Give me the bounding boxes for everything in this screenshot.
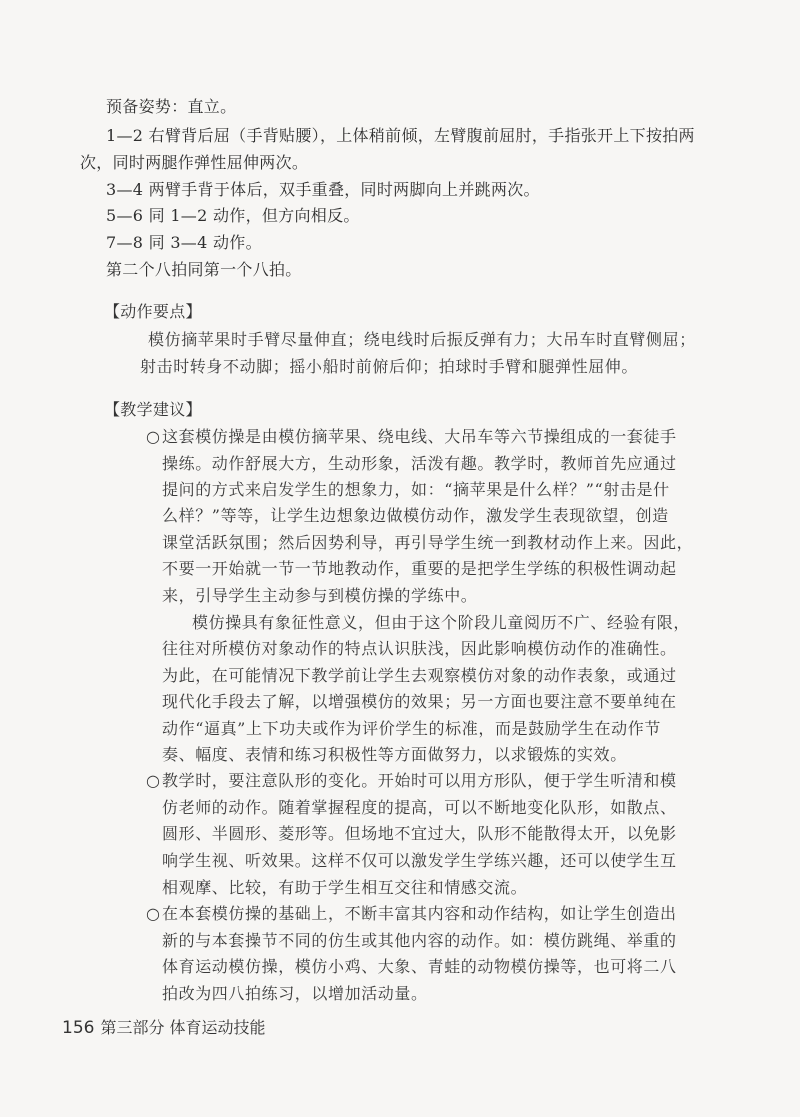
- p1-line: 提问的方式来启发学生的想象力，如：“摘苹果是什么样？”“射击是什: [162, 480, 670, 499]
- prep-line-5: 5—6 同 1—2 动作，但方向相反。: [106, 206, 360, 225]
- p1-line: 不要一开始就一节一节地教动作，重要的是把学生学练的积极性调动起: [162, 559, 677, 578]
- p3-line: 教学时，要注意队形的变化。开始时可以用方形队，便于学生听清和模: [162, 771, 677, 790]
- key-points-line-1: 模仿摘苹果时手臂尽量伸直；绕电线时后振反弹有力；大吊车时直臂侧屈；: [148, 330, 696, 349]
- p2-line: 动作“逼真”上下功夫或作为评价学生的标准，而是鼓励学生在动作节: [162, 719, 661, 738]
- page-number: 156: [62, 1018, 95, 1038]
- prep-line-2: 1—2 右臂背后屈（手背贴腰），上体稍前倾，左臂腹前屈肘，手指张开上下按拍两: [106, 126, 695, 145]
- p1-line: 这套模仿操是由模仿摘苹果、绕电线、大吊车等六节操组成的一套徒手: [162, 427, 677, 446]
- p2-line: 模仿操具有象征性意义，但由于这个阶段儿童阅历不广、经验有限，: [192, 613, 691, 632]
- p4-line: 拍改为四八拍练习，以增加活动量。: [162, 984, 428, 1003]
- bullet-3: ○: [146, 904, 160, 923]
- key-points-heading: 【动作要点】: [104, 302, 202, 321]
- prep-line-4: 3—4 两臂手背于体后，双手重叠，同时两脚向上并跳两次。: [106, 180, 540, 199]
- prep-line-3: 次，同时两腿作弹性屈伸两次。: [80, 153, 309, 172]
- key-points-line-2: 射击时转身不动脚；摇小船时前俯后仰；拍球时手臂和腿弹性屈伸。: [140, 357, 639, 376]
- p2-line: 奏、幅度、表情和练习积极性等方面做努力，以求锻炼的实效。: [162, 745, 627, 764]
- p2-line: 往往对所模仿对象动作的特点认识肤浅，因此影响模仿动作的准确性。: [162, 639, 677, 658]
- page-footer: [62, 1015, 266, 1038]
- bullet-1: ○: [146, 427, 160, 446]
- p3-line: 仿老师的动作。随着掌握程度的提高，可以不断地变化队形，如散点、: [162, 798, 677, 817]
- p4-line: 新的与本套操节不同的仿生或其他内容的动作。如：模仿跳绳、举重的: [162, 931, 677, 950]
- p1-line: 操练。动作舒展大方，生动形象，活泼有趣。教学时，教师首先应通过: [162, 454, 677, 473]
- footer-section-title: 第三部分 体育运动技能: [100, 1018, 266, 1037]
- prep-line-7: 第二个八拍同第一个八拍。: [106, 260, 302, 279]
- p1-line: 么样？”等等，让学生边想象边做模仿动作，激发学生表现欲望，创造: [162, 506, 669, 525]
- prep-line-1: 预备姿势：直立。: [106, 97, 237, 116]
- p1-line: 来，引导学生主动参与到模仿操的学练中。: [162, 586, 478, 605]
- suggestions-heading: 【教学建议】: [104, 400, 202, 419]
- p4-line: 体育运动模仿操，模仿小鸡、大象、青蛙的动物模仿操等，也可将二八: [162, 957, 677, 976]
- p3-line: 相观摩、比较，有助于学生相互交往和情感交流。: [162, 878, 528, 897]
- p2-line: 为此，在可能情况下教学前让学生去观察模仿对象的动作表象，或通过: [162, 666, 677, 685]
- p2-line: 现代化手段去了解，以增强模仿的效果；另一方面也要注意不要单纯在: [162, 692, 677, 711]
- bullet-2: ○: [146, 771, 160, 790]
- prep-line-6: 7—8 同 3—4 动作。: [106, 233, 262, 252]
- p3-line: 圆形、半圆形、菱形等。但场地不宜过大，队形不能散得太开，以免影: [162, 824, 677, 843]
- p1-line: 课堂活跃氛围；然后因势利导，再引导学生统一到教材动作上来。因此，: [162, 533, 694, 552]
- p3-line: 响学生视、听效果。这样不仅可以激发学生学练兴趣，还可以使学生互: [162, 851, 677, 870]
- p4-line: 在本套模仿操的基础上，不断丰富其内容和动作结构，如让学生创造出: [162, 904, 677, 923]
